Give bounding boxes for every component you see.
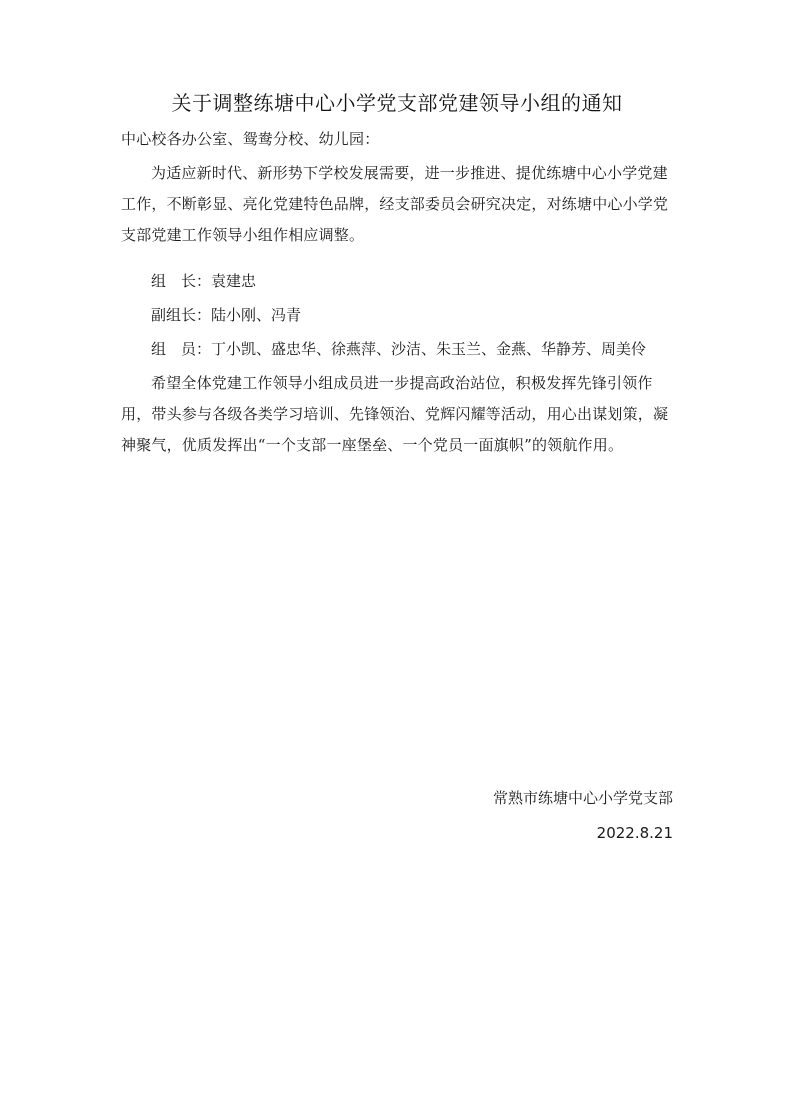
- signature-date: 2022.8.21: [596, 824, 673, 842]
- paragraph-intro: 为适应新时代、新形势下学校发展需要，进一步推进、提优练塘中心小学党建工作，不断彰显、亮化党建特色品牌，经支部委员会研究决定，对练塘中心小学党支部党建工作领导小组作相应调整。: [121, 164, 669, 244]
- leader-line: [151, 266, 256, 297]
- deputy-label: 副组长：: [151, 306, 212, 324]
- leader-label: 组 长：: [151, 272, 212, 290]
- deputy-line: [151, 300, 301, 331]
- deputy-value: 陆小刚、冯青: [211, 306, 302, 324]
- members-label: 组 员：: [151, 340, 212, 358]
- members-value: 丁小凯、盛忠华、徐燕萍、沙洁、朱玉兰、金燕、华静芳、周美伶: [211, 340, 647, 358]
- document-title: 关于调整练塘中心小学党支部党建领导小组的通知: [171, 91, 623, 115]
- salutation: 中心校各办公室、鸳鸯分校、幼儿园：: [121, 130, 380, 148]
- paragraph-closing: 希望全体党建工作领导小组成员进一步提高政治站位，积极发挥先锋引领作用，带头参与各级各类学习培训、先锋领治、党辉闪耀等活动，用心出谋划策，凝神聚气，优质发挥出“一个支部一座堡垒、一个党员一面旗帜”的领航作用。: [121, 374, 669, 454]
- members-line: [151, 334, 646, 365]
- signature-organization: 常熟市练塘中心小学党支部: [492, 789, 673, 807]
- leader-value: 袁建忠: [211, 272, 257, 290]
